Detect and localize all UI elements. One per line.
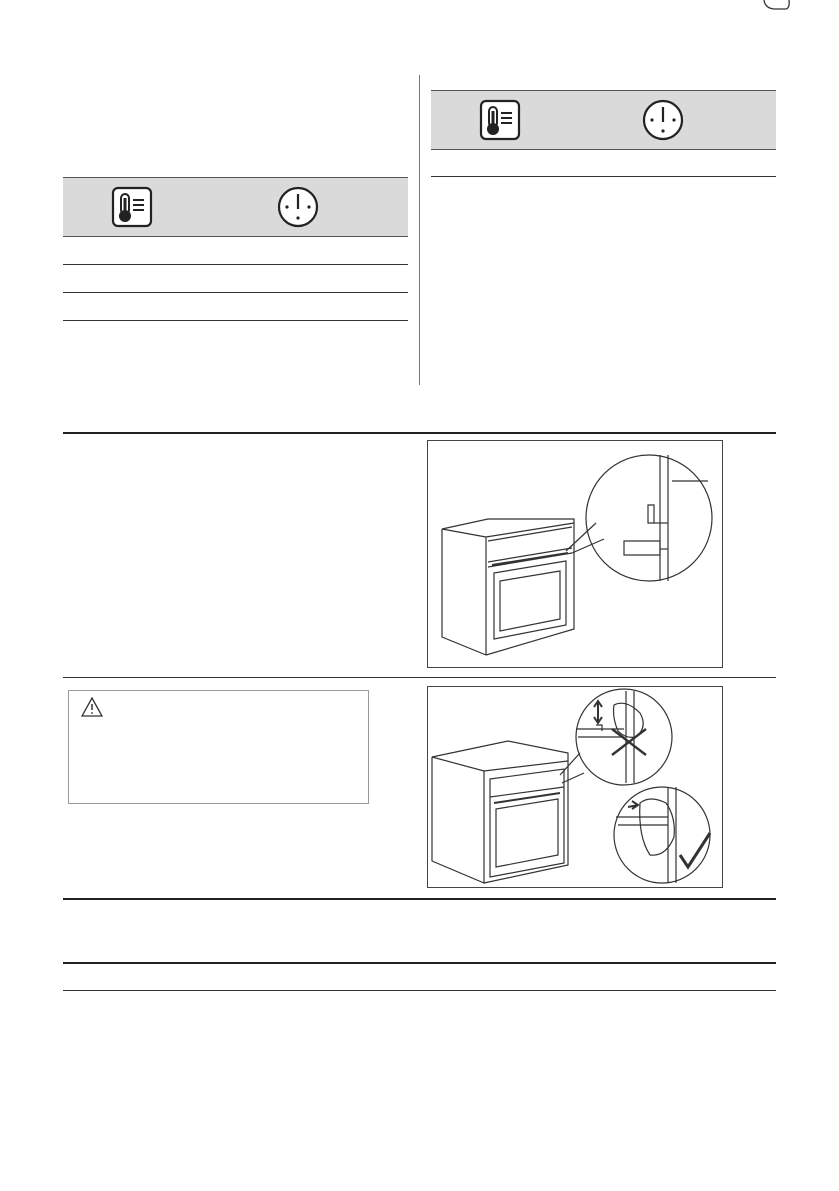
warning-box: [68, 690, 369, 804]
section-rule: [63, 677, 776, 678]
table-header-right: [431, 90, 776, 150]
section-rule: [63, 898, 776, 900]
thermometer-icon: [479, 99, 521, 146]
table-row-divider: [63, 264, 408, 265]
table-header-left: [63, 177, 408, 237]
oven-handling-illustration: [427, 686, 723, 888]
clock-icon: [641, 98, 685, 147]
table-row-divider: [431, 176, 776, 177]
oven-installation-illustration: [427, 440, 723, 668]
table-row-divider: [63, 320, 408, 321]
table-row-divider: [63, 292, 408, 293]
table-row-divider: [63, 990, 776, 991]
warning-triangle-icon: [81, 697, 103, 722]
clock-icon: [276, 185, 320, 234]
thermometer-icon: [111, 186, 153, 233]
column-divider: [419, 75, 420, 385]
table-row-divider: [63, 962, 776, 964]
registered-mark-icon: [762, 0, 792, 18]
section-rule: [63, 432, 776, 434]
